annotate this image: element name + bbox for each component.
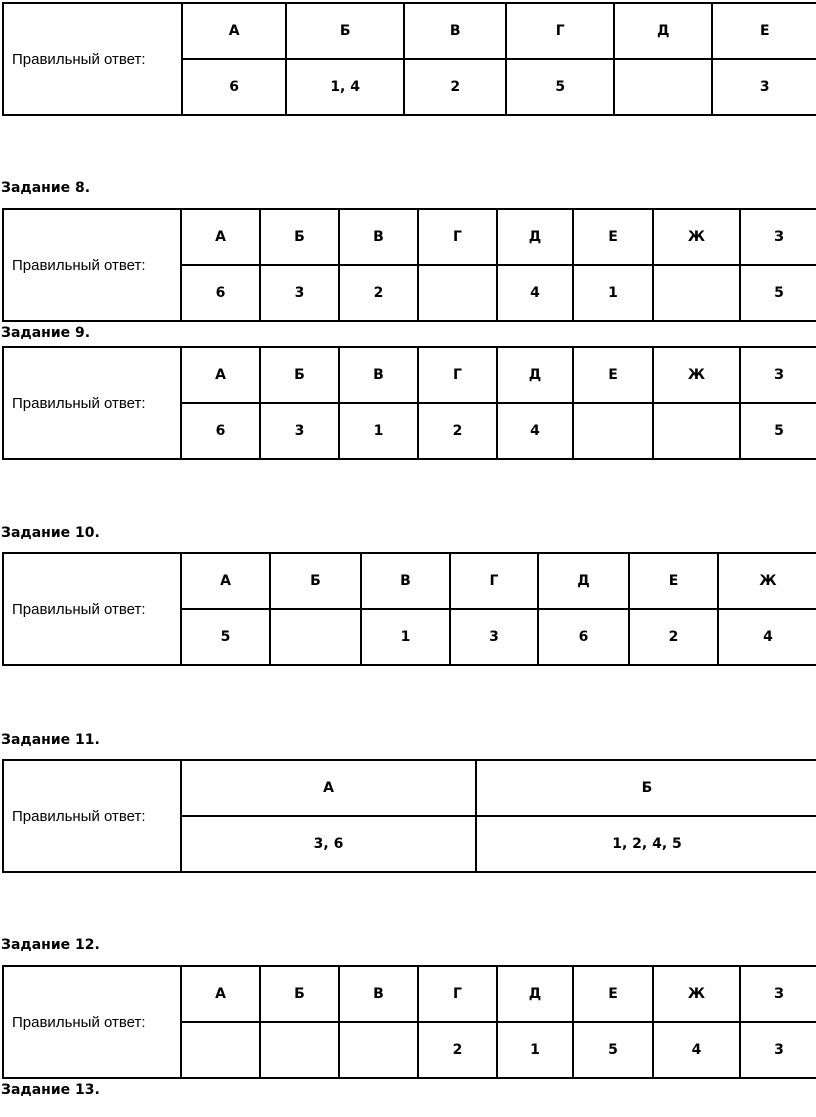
column-header: Ж bbox=[653, 966, 740, 1022]
answer-label: Правильный ответ: bbox=[3, 3, 182, 115]
task-heading: Задание 10. bbox=[1, 525, 100, 541]
task-heading: Задание 12. bbox=[1, 937, 100, 953]
answer-cell bbox=[260, 1022, 339, 1078]
answer-cell: 3 bbox=[712, 59, 816, 115]
answer-cell: 4 bbox=[653, 1022, 740, 1078]
column-header: Г bbox=[506, 3, 614, 59]
answer-cell: 5 bbox=[506, 59, 614, 115]
column-header: В bbox=[361, 553, 450, 609]
answer-table bbox=[2, 208, 816, 322]
column-header: Д bbox=[497, 209, 573, 265]
task-heading: Задание 9. bbox=[1, 325, 91, 341]
column-header: Г bbox=[418, 347, 497, 403]
answer-cell bbox=[653, 265, 740, 321]
answer-cell bbox=[614, 59, 712, 115]
answer-cell: 4 bbox=[497, 265, 573, 321]
column-header: Б bbox=[270, 553, 361, 609]
answer-cell: 2 bbox=[404, 59, 507, 115]
answer-table bbox=[2, 759, 816, 873]
column-header: А bbox=[181, 553, 270, 609]
column-header: Б bbox=[476, 760, 816, 816]
answer-cell bbox=[418, 265, 497, 321]
answer-cell: 2 bbox=[339, 265, 418, 321]
answer-label: Правильный ответ: bbox=[3, 760, 181, 872]
answer-label: Правильный ответ: bbox=[3, 553, 181, 665]
column-header: А bbox=[181, 209, 260, 265]
task-heading: Задание 13. bbox=[1, 1082, 100, 1098]
column-header: В bbox=[339, 966, 418, 1022]
column-header: А bbox=[182, 3, 287, 59]
column-header: Г bbox=[418, 966, 497, 1022]
answer-cell: 5 bbox=[181, 609, 270, 665]
answer-cell: 3 bbox=[260, 403, 339, 459]
answer-cell: 3 bbox=[260, 265, 339, 321]
column-header: Е bbox=[573, 966, 653, 1022]
column-header: А bbox=[181, 347, 260, 403]
answer-cell: 2 bbox=[418, 403, 497, 459]
answer-table bbox=[2, 965, 816, 1079]
answer-cell: 6 bbox=[181, 403, 260, 459]
answer-cell: 2 bbox=[418, 1022, 497, 1078]
answer-cell: 6 bbox=[181, 265, 260, 321]
column-header: З bbox=[740, 209, 816, 265]
column-header: В bbox=[339, 209, 418, 265]
column-header: А bbox=[181, 760, 476, 816]
answer-cell: 1 bbox=[339, 403, 418, 459]
answer-table bbox=[2, 2, 816, 116]
column-header: Д bbox=[538, 553, 629, 609]
answer-cell bbox=[653, 403, 740, 459]
column-header: Б bbox=[286, 3, 404, 59]
answer-cell: 3 bbox=[740, 1022, 816, 1078]
answer-label: Правильный ответ: bbox=[3, 209, 181, 321]
column-header: Б bbox=[260, 209, 339, 265]
answer-cell: 1 bbox=[573, 265, 653, 321]
task-heading: Задание 11. bbox=[1, 732, 100, 748]
answer-cell: 2 bbox=[629, 609, 718, 665]
column-header: Д bbox=[497, 347, 573, 403]
column-header: Ж bbox=[718, 553, 816, 609]
column-header: Б bbox=[260, 966, 339, 1022]
column-header: Г bbox=[450, 553, 538, 609]
column-header: А bbox=[181, 966, 260, 1022]
answer-cell: 1 bbox=[361, 609, 450, 665]
column-header: Е bbox=[629, 553, 718, 609]
column-header: Е bbox=[573, 209, 653, 265]
column-header: В bbox=[339, 347, 418, 403]
answer-cell: 6 bbox=[538, 609, 629, 665]
answer-cell: 6 bbox=[182, 59, 287, 115]
column-header: Д bbox=[614, 3, 712, 59]
answer-cell bbox=[573, 403, 653, 459]
answer-table bbox=[2, 346, 816, 460]
answer-label: Правильный ответ: bbox=[3, 347, 181, 459]
column-header: Е bbox=[712, 3, 816, 59]
answer-label: Правильный ответ: bbox=[3, 966, 181, 1078]
column-header: Ж bbox=[653, 347, 740, 403]
answer-cell: 1 bbox=[497, 1022, 573, 1078]
answer-cell: 5 bbox=[740, 265, 816, 321]
column-header: Д bbox=[497, 966, 573, 1022]
column-header: З bbox=[740, 347, 816, 403]
column-header: В bbox=[404, 3, 507, 59]
answer-table bbox=[2, 552, 816, 666]
answer-cell: 3, 6 bbox=[181, 816, 476, 872]
answer-cell: 3 bbox=[450, 609, 538, 665]
column-header: Е bbox=[573, 347, 653, 403]
answer-cell: 1, 4 bbox=[286, 59, 404, 115]
answer-cell: 5 bbox=[740, 403, 816, 459]
task-heading: Задание 8. bbox=[1, 180, 91, 196]
answer-cell: 4 bbox=[718, 609, 816, 665]
answer-cell bbox=[181, 1022, 260, 1078]
answer-cell: 5 bbox=[573, 1022, 653, 1078]
column-header: Г bbox=[418, 209, 497, 265]
answer-cell: 1, 2, 4, 5 bbox=[476, 816, 816, 872]
column-header: Ж bbox=[653, 209, 740, 265]
answer-cell: 4 bbox=[497, 403, 573, 459]
column-header: Б bbox=[260, 347, 339, 403]
answer-cell bbox=[339, 1022, 418, 1078]
answer-cell bbox=[270, 609, 361, 665]
column-header: З bbox=[740, 966, 816, 1022]
